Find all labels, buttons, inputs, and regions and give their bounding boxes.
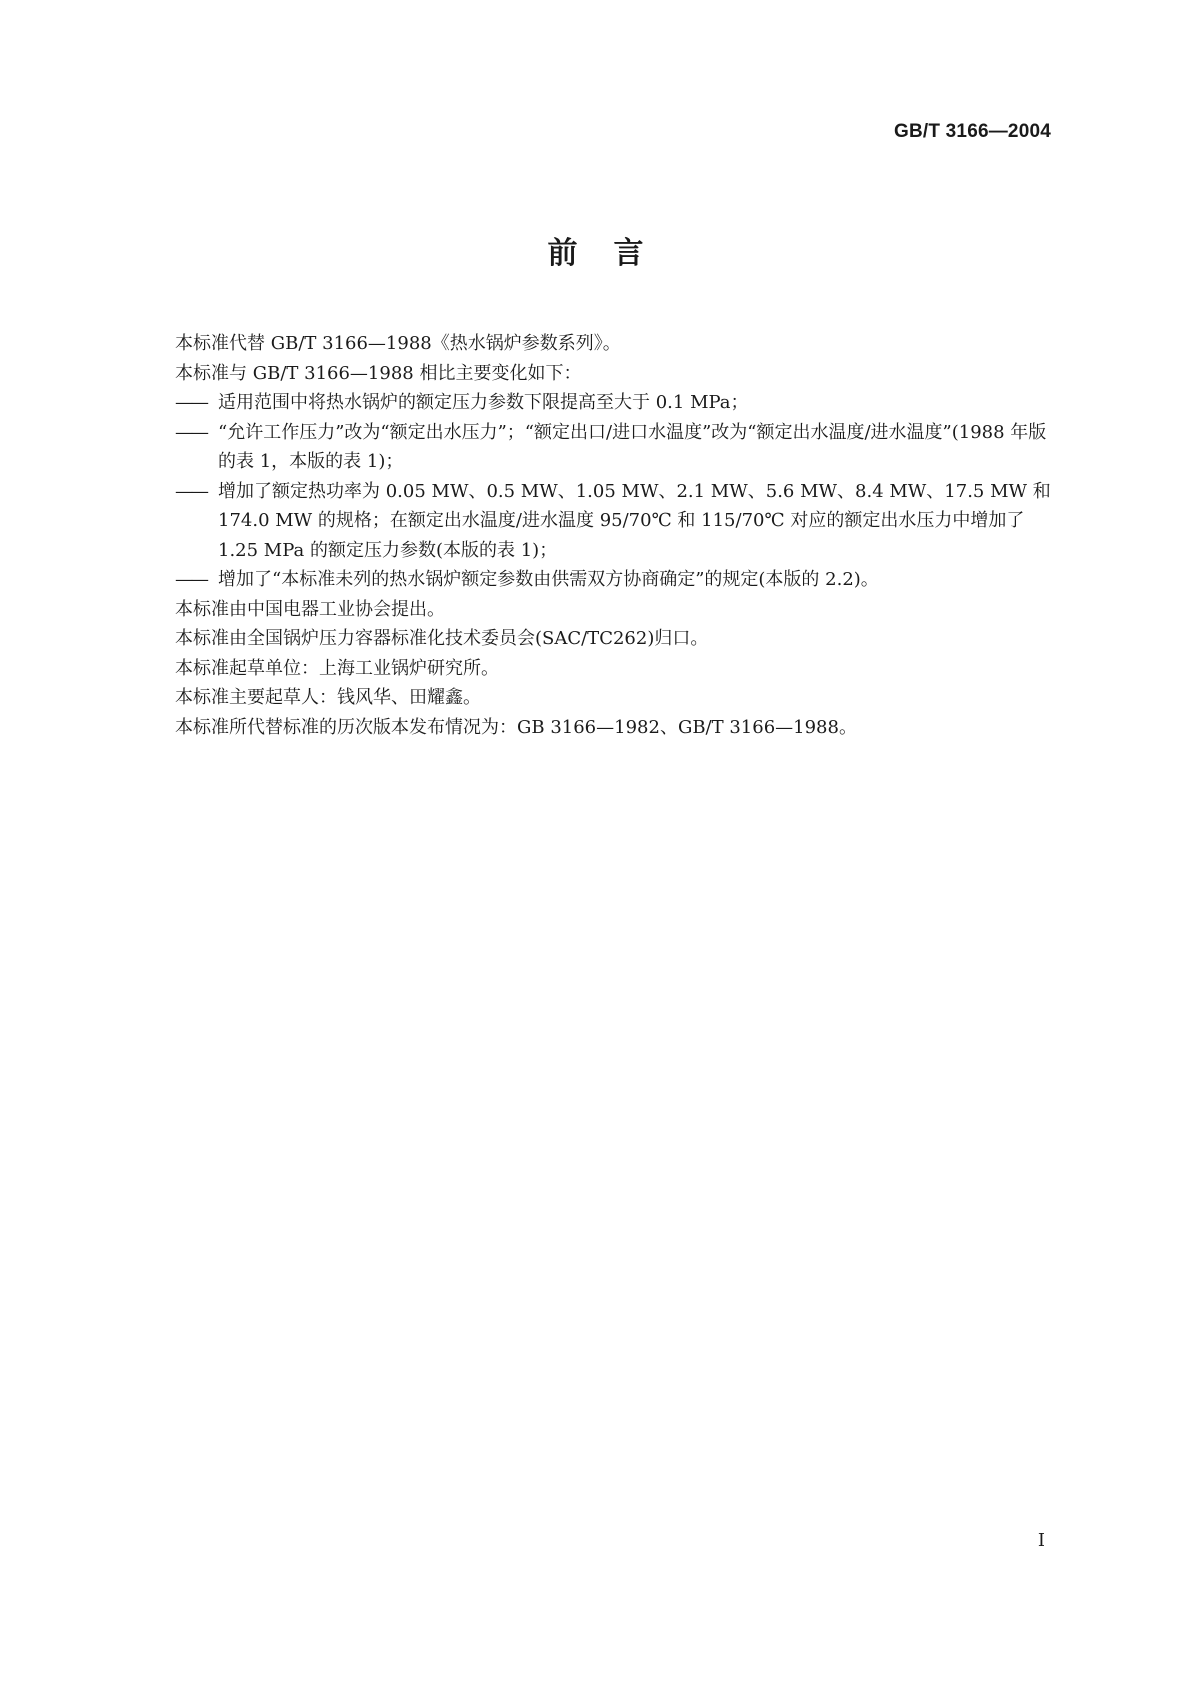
foreword-body [175,329,1055,742]
change-item [175,388,1055,418]
page-title: 前言 [547,236,680,271]
change-item [175,418,1055,477]
paragraph-changes-intro: 本标准与 GB/T 3166—1988 相比主要变化如下： [175,362,582,384]
page-number: I [1037,1530,1045,1551]
change-text: “允许工作压力”改为“额定出水压力”；“额定出口/进口水温度”改为“额定出水温度/进水温度”(1988 年版的表 1，本版的表 1)； [218,421,1047,472]
paragraph-proposer: 本标准由中国电器工业协会提出。 [175,598,445,620]
paragraph-replaces: 本标准代替 GB/T 3166—1988《热水锅炉参数系列》。 [175,333,621,354]
change-text: 适用范围中将热水锅炉的额定压力参数下限提高至大于 0.1 MPa； [218,392,749,413]
dash-marker: —— [175,421,207,443]
change-item [175,565,1055,595]
change-item [175,477,1055,566]
paragraph-committee: 本标准由全国锅炉压力容器标准化技术委员会(SAC/TC262)归口。 [175,628,709,649]
dash-marker: —— [175,392,207,413]
standard-code: GB/T 3166—2004 [894,121,1051,142]
paragraph-drafters: 本标准主要起草人：钱风华、田耀鑫。 [175,687,481,708]
paragraph-drafting-unit: 本标准起草单位：上海工业锅炉研究所。 [175,657,499,679]
change-text: 增加了额定热功率为 0.05 MW、0.5 MW、1.05 MW、2.1 MW、5.6 MW、8.4 MW、17.5 MW 和 174.0 MW 的规格；在额定出水温度/进水温度 95/70℃ 和 115/70℃ 对应的额定出水压力中增加了 1.25 MPa 的额定压力参数(本版的表 1)； [218,480,1051,561]
dash-marker: —— [175,480,207,502]
dash-marker: —— [175,569,207,590]
paragraph-version-history: 本标准所代替标准的历次版本发布情况为：GB 3166—1982、GB/T 3166—1988。 [175,716,857,738]
change-text: 增加了“本标准未列的热水锅炉额定参数由供需双方协商确定”的规定(本版的 2.2)。 [218,569,879,590]
